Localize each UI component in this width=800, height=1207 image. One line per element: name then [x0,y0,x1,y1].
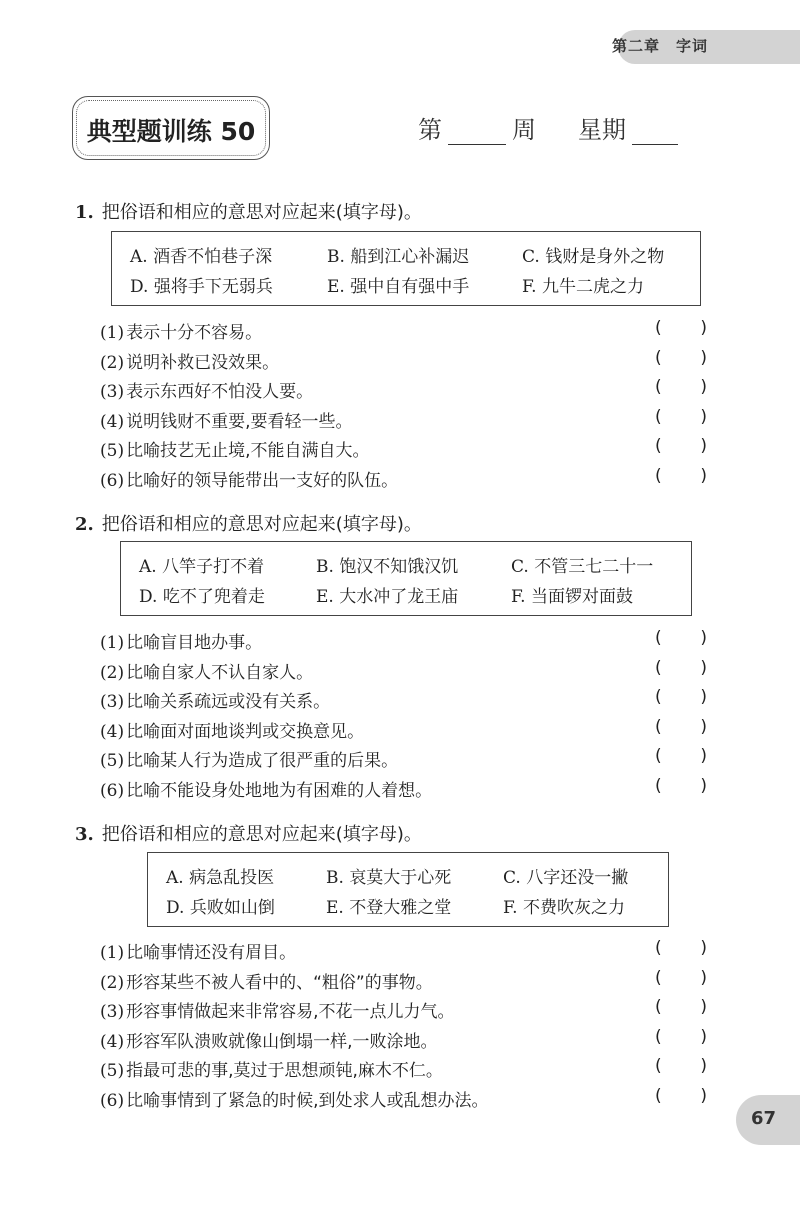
paren-close: ) [700,406,707,427]
week-di: 第 [418,116,442,144]
option-item [316,552,458,577]
option-text: 大水冲了龙王庙 [339,587,459,607]
option-text: 八竿子打不着 [162,557,265,577]
answer-blank[interactable] [655,1086,707,1106]
answer-blank[interactable] [655,717,707,737]
option-item [503,893,625,918]
meaning-item [100,1056,710,1082]
answer-blank[interactable] [655,1056,707,1076]
option-item [522,242,664,267]
item-text: 说明补救已没效果。 [126,352,280,373]
question-number: 1. [75,202,94,223]
paren-close: ) [700,1086,707,1106]
paren-open: ( [655,746,662,767]
question-number: 2. [75,514,94,535]
paren-open: ( [655,406,662,427]
answer-blank[interactable] [655,658,707,678]
paren-close: ) [700,657,707,678]
option-item [130,242,272,267]
answer-blank[interactable] [655,1027,707,1047]
meaning-item [100,938,710,964]
page-title: 典型题训练 50 [86,117,256,146]
option-item [511,582,633,607]
option-item [503,863,628,888]
option-text: 当面锣对面鼓 [530,587,633,607]
item-text: 形容某些不被人看中的、“粗俗”的事物。 [126,972,433,993]
question-1-options-box [111,231,701,306]
meaning-item [100,658,710,684]
option-letter: B. [316,557,334,577]
option-item [139,552,264,577]
answer-blank[interactable] [655,687,707,707]
paren-close: ) [700,1026,707,1047]
meaning-item [100,717,710,743]
meaning-item [100,687,710,713]
option-letter: E. [326,898,344,918]
item-text: 说明钱财不重要,要看轻一些。 [126,411,353,432]
option-text: 兵败如山倒 [189,898,275,918]
answer-blank[interactable] [655,348,707,368]
option-letter: A. [166,868,184,888]
meaning-item [100,1027,710,1053]
question-2-title [75,510,422,536]
item-number: (3) [100,382,125,403]
option-letter: A. [130,247,148,267]
item-text: 表示东西好不怕没人要。 [126,382,314,403]
item-number: (2) [100,352,125,373]
item-number: (1) [100,323,125,343]
option-letter: A. [139,557,157,577]
option-item [327,242,469,267]
item-number: (6) [100,1091,125,1111]
paren-close: ) [700,687,707,708]
option-item [316,582,458,607]
answer-blank[interactable] [655,746,707,766]
option-text: 九牛二虎之力 [541,277,644,297]
option-letter: E. [316,587,334,607]
question-number: 3. [75,824,94,845]
option-letter: D. [130,277,149,297]
week-number-blank[interactable] [448,118,506,145]
question-3-options-box [147,852,669,927]
question-1-title [75,198,422,224]
option-text: 吃不了兜着走 [162,587,265,607]
option-letter: B. [326,868,344,888]
option-text: 强中自有强中手 [350,277,470,297]
option-letter: F. [511,587,526,607]
answer-blank[interactable] [655,436,707,456]
option-letter: E. [327,277,345,297]
meaning-item [100,628,710,654]
question-prompt: 把俗语和相应的意思对应起来(填字母)。 [101,824,422,845]
item-number: (4) [100,1031,125,1052]
meaning-item [100,997,710,1023]
meaning-item [100,377,710,403]
option-item [139,582,265,607]
paren-close: ) [700,716,707,737]
item-text: 比喻事情还没有眉目。 [126,943,297,963]
paren-open: ( [655,687,662,708]
paren-close: ) [700,436,707,457]
question-2-options-box [120,541,692,616]
item-number: (3) [100,1002,125,1023]
answer-blank[interactable] [655,628,707,648]
paren-close: ) [700,746,707,767]
paren-close: ) [700,776,707,796]
item-text: 指最可悲的事,莫过于思想顽钝,麻木不仁。 [126,1061,443,1082]
item-text: 比喻技艺无止境,不能自满自大。 [126,441,370,462]
item-text: 比喻不能设身处地地为有困难的人着想。 [126,781,433,801]
meaning-item [100,776,710,802]
option-item [166,863,274,888]
item-number: (4) [100,721,125,742]
item-text: 比喻关系疏远或没有关系。 [126,692,331,713]
item-number: (2) [100,662,125,683]
answer-blank[interactable] [655,407,707,427]
paren-close: ) [700,377,707,398]
week-xingqi: 星期 [578,116,626,144]
option-item [326,893,451,918]
option-text: 饱汉不知饿汉饥 [339,557,459,577]
item-number: (5) [100,1061,125,1082]
option-text: 不登大雅之堂 [349,898,452,918]
option-letter: C. [503,868,521,888]
paren-close: ) [700,628,707,648]
paren-open: ( [655,657,662,678]
item-number: (6) [100,781,125,801]
option-letter: F. [522,277,537,297]
paren-open: ( [655,1056,662,1077]
paren-open: ( [655,776,662,796]
option-text: 强将手下无弱兵 [153,277,273,297]
item-text: 比喻面对面地谈判或交换意见。 [126,721,365,742]
meaning-item [100,466,710,492]
option-letter: C. [511,557,529,577]
option-item [130,272,273,297]
week-zhou: 周 [512,116,536,144]
paren-close: ) [700,347,707,368]
meaning-item [100,348,710,374]
week-line [418,110,684,145]
item-text: 形容事情做起来非常容易,不花一点儿力气。 [126,1002,455,1023]
chapter-label: 第二章 字词 [611,37,708,55]
paren-close: ) [700,938,707,958]
option-text: 不费吹灰之力 [522,898,625,918]
item-text: 比喻盲目地办事。 [126,633,263,653]
paren-open: ( [655,628,662,648]
meaning-item [100,407,710,433]
option-item [166,893,275,918]
option-item [511,552,653,577]
title-badge [72,96,270,160]
paren-close: ) [700,967,707,988]
option-letter: C. [522,247,540,267]
paren-open: ( [655,347,662,368]
question-prompt: 把俗语和相应的意思对应起来(填字母)。 [101,514,422,535]
option-text: 哀莫大于心死 [349,868,452,888]
item-number: (1) [100,633,125,653]
answer-blank[interactable] [655,466,707,486]
paren-open: ( [655,1026,662,1047]
item-text: 比喻好的领导能带出一支好的队伍。 [126,471,399,491]
answer-blank[interactable] [655,776,707,796]
option-text: 船到江心补漏迟 [350,247,470,267]
item-text: 形容军队溃败就像山倒塌一样,一败涂地。 [126,1031,438,1052]
answer-blank[interactable] [655,997,707,1017]
paren-open: ( [655,938,662,958]
item-text: 表示十分不容易。 [126,323,263,343]
paren-close: ) [700,1056,707,1077]
paren-open: ( [655,466,662,486]
paren-close: ) [700,318,707,338]
question-3-title [75,820,422,846]
option-text: 不管三七二十一 [534,557,654,577]
item-text: 比喻自家人不认自家人。 [126,662,314,683]
paren-open: ( [655,716,662,737]
question-prompt: 把俗语和相应的意思对应起来(填字母)。 [101,202,422,223]
item-number: (3) [100,692,125,713]
option-item [522,272,644,297]
meaning-item [100,968,710,994]
option-letter: F. [503,898,518,918]
item-number: (4) [100,411,125,432]
option-text: 八字还没一撇 [526,868,629,888]
item-number: (2) [100,972,125,993]
option-text: 病急乱投医 [189,868,275,888]
paren-open: ( [655,967,662,988]
item-number: (5) [100,751,125,772]
paren-open: ( [655,1086,662,1106]
paren-open: ( [655,436,662,457]
meaning-item [100,746,710,772]
paren-close: ) [700,466,707,486]
option-letter: B. [327,247,345,267]
meaning-item [100,1086,710,1112]
item-number: (5) [100,441,125,462]
item-number: (6) [100,471,125,491]
meaning-item [100,318,710,344]
weekday-blank[interactable] [632,118,678,145]
paren-open: ( [655,997,662,1018]
option-letter: D. [139,587,158,607]
option-item [327,272,469,297]
answer-blank[interactable] [655,938,707,958]
answer-blank[interactable] [655,318,707,338]
paren-close: ) [700,997,707,1018]
option-letter: D. [166,898,185,918]
page-number: 67 [750,1108,776,1129]
item-text: 比喻某人行为造成了很严重的后果。 [126,751,399,772]
answer-blank[interactable] [655,968,707,988]
item-text: 比喻事情到了紧急的时候,到处求人或乱想办法。 [126,1091,489,1111]
meaning-item [100,436,710,462]
answer-blank[interactable] [655,377,707,397]
item-number: (1) [100,943,125,963]
paren-open: ( [655,377,662,398]
option-text: 酒香不怕巷子深 [153,247,273,267]
paren-open: ( [655,318,662,338]
option-item [326,863,451,888]
option-text: 钱财是身外之物 [545,247,665,267]
